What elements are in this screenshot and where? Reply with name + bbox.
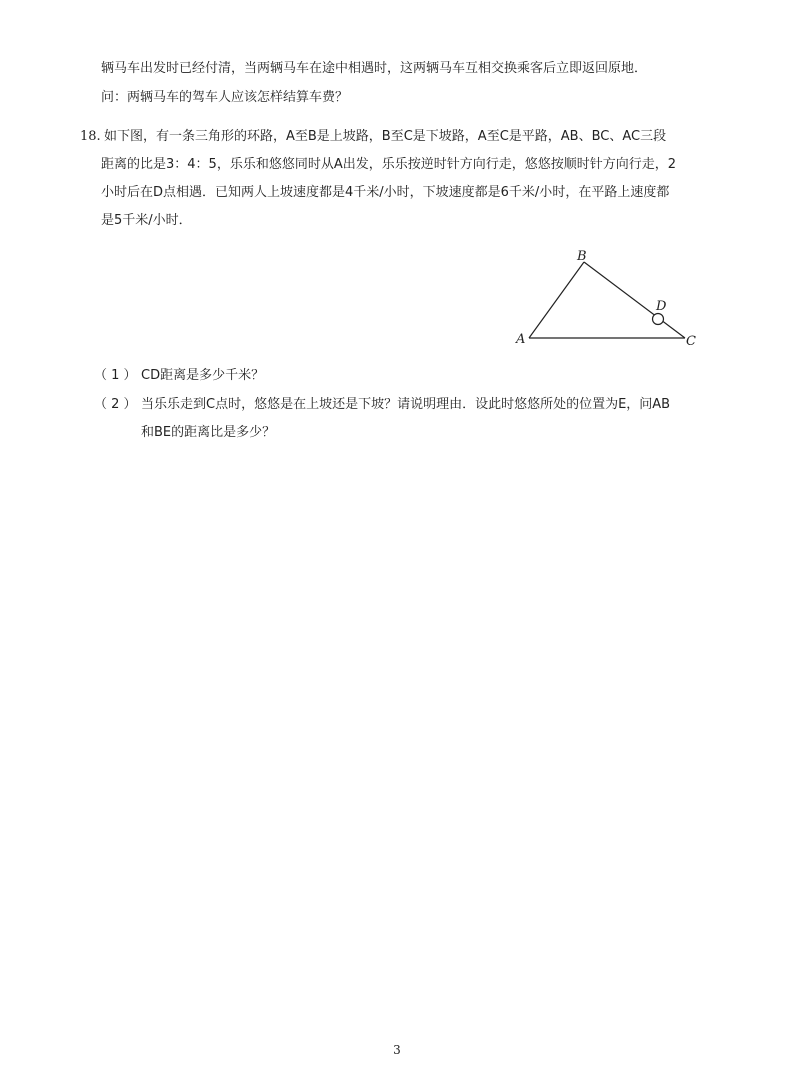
- label-d: D: [656, 299, 667, 314]
- label-b: B: [577, 249, 587, 264]
- label-c: C: [686, 334, 696, 349]
- side-ab: [529, 262, 584, 338]
- intro-line-2: 问：两辆马车的驾车人应该怎样结算车费？: [101, 90, 349, 105]
- question-2-marker: （ 2 ）: [94, 397, 137, 412]
- question-2-text-line-1: 当乐乐走到C点时，悠悠是在上坡还是下坡？请说明理由．设此时悠悠所处的位置为E，问AB: [141, 397, 671, 412]
- question-2-text-line-2: 和BE的距离比是多少？: [141, 425, 276, 440]
- side-bc: [584, 262, 685, 338]
- page-number: 3: [393, 1043, 401, 1057]
- question-1-text: CD距离是多少千米？: [141, 368, 265, 383]
- problem-line-4: 是5千米/小时．: [101, 213, 192, 228]
- point-d-marker: [653, 314, 664, 325]
- label-a: A: [516, 332, 526, 347]
- triangle-figure: [505, 240, 715, 355]
- problem-line-2: 距离的比是3：4：5，乐乐和悠悠同时从A出发，乐乐按逆时针方向行走，悠悠按顺时针方向行走，2: [101, 157, 676, 172]
- question-1-marker: （ 1 ）: [94, 368, 137, 383]
- problem-number: 18.: [80, 129, 101, 144]
- intro-line-1: 辆马车出发时已经付清，当两辆马车在途中相遇时，这两辆马车互相交换乘客后立即返回原地．: [101, 61, 648, 76]
- problem-line-3: 小时后在D点相遇．已知两人上坡速度都是4千米/小时，下坡速度都是6千米/小时，在平路上速度都: [101, 185, 670, 200]
- problem-line-1: 如下图，有一条三角形的环路，A至B是上坡路，B至C是下坡路，A至C是平路，AB、BC、AC三段: [104, 129, 667, 144]
